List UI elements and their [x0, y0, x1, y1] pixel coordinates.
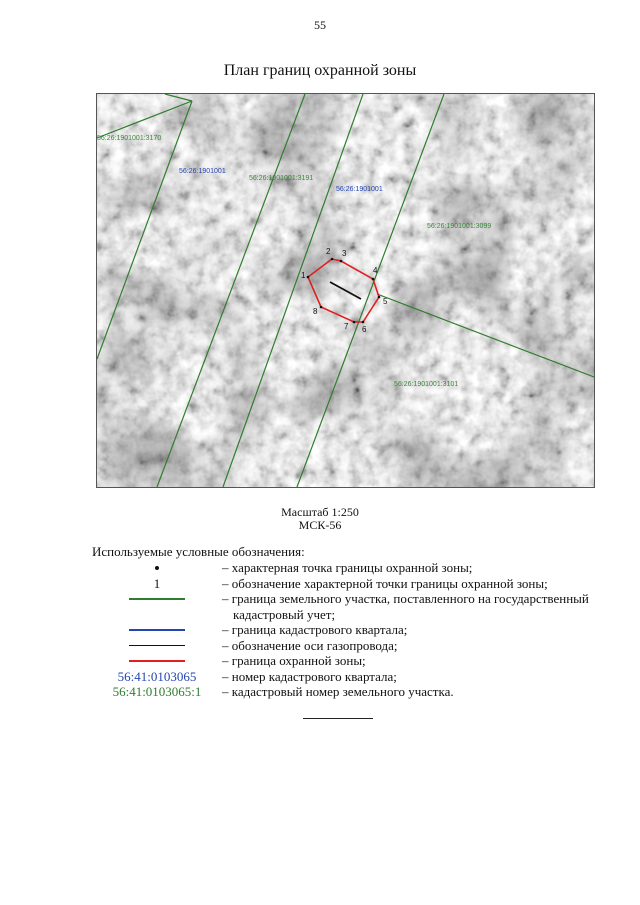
legend-text: – характерная точка границы охранной зоны; — [222, 560, 473, 575]
legend-row-point — [92, 560, 612, 576]
boundary-point — [331, 258, 334, 261]
page-number: 55 — [314, 18, 326, 32]
legend-symbol-parcel-boundary — [92, 591, 222, 607]
legend-row-gas-axis — [92, 638, 612, 654]
point-label: 8 — [313, 307, 318, 316]
plan-title: План границ охранной зоны — [223, 62, 417, 79]
boundary-point — [353, 321, 356, 324]
boundary-point — [340, 260, 343, 263]
boundary-point — [372, 278, 375, 281]
point-number-sample: 1 — [153, 575, 161, 591]
red-line-icon — [129, 660, 185, 662]
boundary-point — [378, 296, 381, 299]
map-frame — [96, 93, 595, 488]
legend-text: – граница охранной зоны; — [222, 653, 366, 668]
boundary-point — [362, 321, 365, 324]
legend-text: – граница кадастрового квартала; — [222, 622, 408, 637]
parcel-label: 56:26:1901001:3170 — [97, 135, 162, 142]
legend-row-parcel-boundary — [92, 591, 612, 622]
point-label: 6 — [362, 325, 367, 334]
footer-divider — [303, 718, 373, 719]
legend-text-line: – граница земельного участка, поставленного на государственный — [222, 591, 589, 606]
point-label: 3 — [342, 249, 347, 258]
point-label: 1 — [301, 271, 306, 280]
quarter-number-sample: 56:41:0103065 — [117, 668, 197, 684]
legend-symbol-gas-axis — [92, 638, 222, 654]
parcel-label: 56:26:1901001:3101 — [394, 381, 459, 388]
blue-line-icon — [129, 629, 185, 631]
point-label: 2 — [326, 247, 331, 256]
legend-symbol-point — [92, 560, 222, 576]
legend — [92, 560, 612, 700]
point-label: 7 — [344, 322, 349, 331]
boundary-point — [320, 306, 323, 309]
legend-symbol-quarter-boundary — [92, 622, 222, 638]
legend-row-parcel-number — [92, 684, 612, 700]
legend-symbol-point-number — [92, 576, 222, 592]
legend-row-zone-boundary — [92, 653, 612, 669]
legend-text: – обозначение характерной точки границы охранной зоны; — [222, 575, 548, 591]
parcel-label: 56:26:1901001:3099 — [427, 223, 492, 230]
black-line-icon — [129, 645, 185, 646]
legend-text: – номер кадастрового квартала; — [222, 668, 397, 684]
legend-row-point-number — [92, 576, 612, 592]
point-label: 4 — [373, 266, 378, 275]
legend-row-quarter-boundary — [92, 622, 612, 638]
map-scale: Масштаб 1:250 — [281, 505, 359, 519]
point-label: 5 — [383, 297, 388, 306]
boundary-point — [307, 276, 310, 279]
coordinate-system: МСК-56 — [298, 518, 342, 532]
legend-row-quarter-number — [92, 669, 612, 685]
legend-symbol-zone-boundary — [92, 653, 222, 669]
parcel-label: 56:26:1901001:3191 — [249, 175, 314, 182]
point-dot-icon — [155, 566, 159, 570]
legend-heading: Используемые условные обозначения: — [92, 544, 305, 559]
legend-text: – обозначение оси газопровода; — [222, 637, 398, 653]
legend-symbol-quarter-number — [92, 669, 222, 685]
quarter-label: 56:26:1901001 — [179, 168, 226, 175]
green-line-icon — [129, 598, 185, 600]
legend-text: – кадастровый номер земельного участка. — [222, 684, 454, 699]
map-canvas — [97, 94, 594, 487]
legend-text-line: кадастровый учет; — [233, 606, 336, 622]
legend-text — [222, 591, 612, 622]
legend-symbol-parcel-number — [92, 684, 222, 700]
parcel-number-sample: 56:41:0103065:1 — [112, 684, 202, 699]
quarter-label: 56:26:1901001 — [336, 186, 383, 193]
